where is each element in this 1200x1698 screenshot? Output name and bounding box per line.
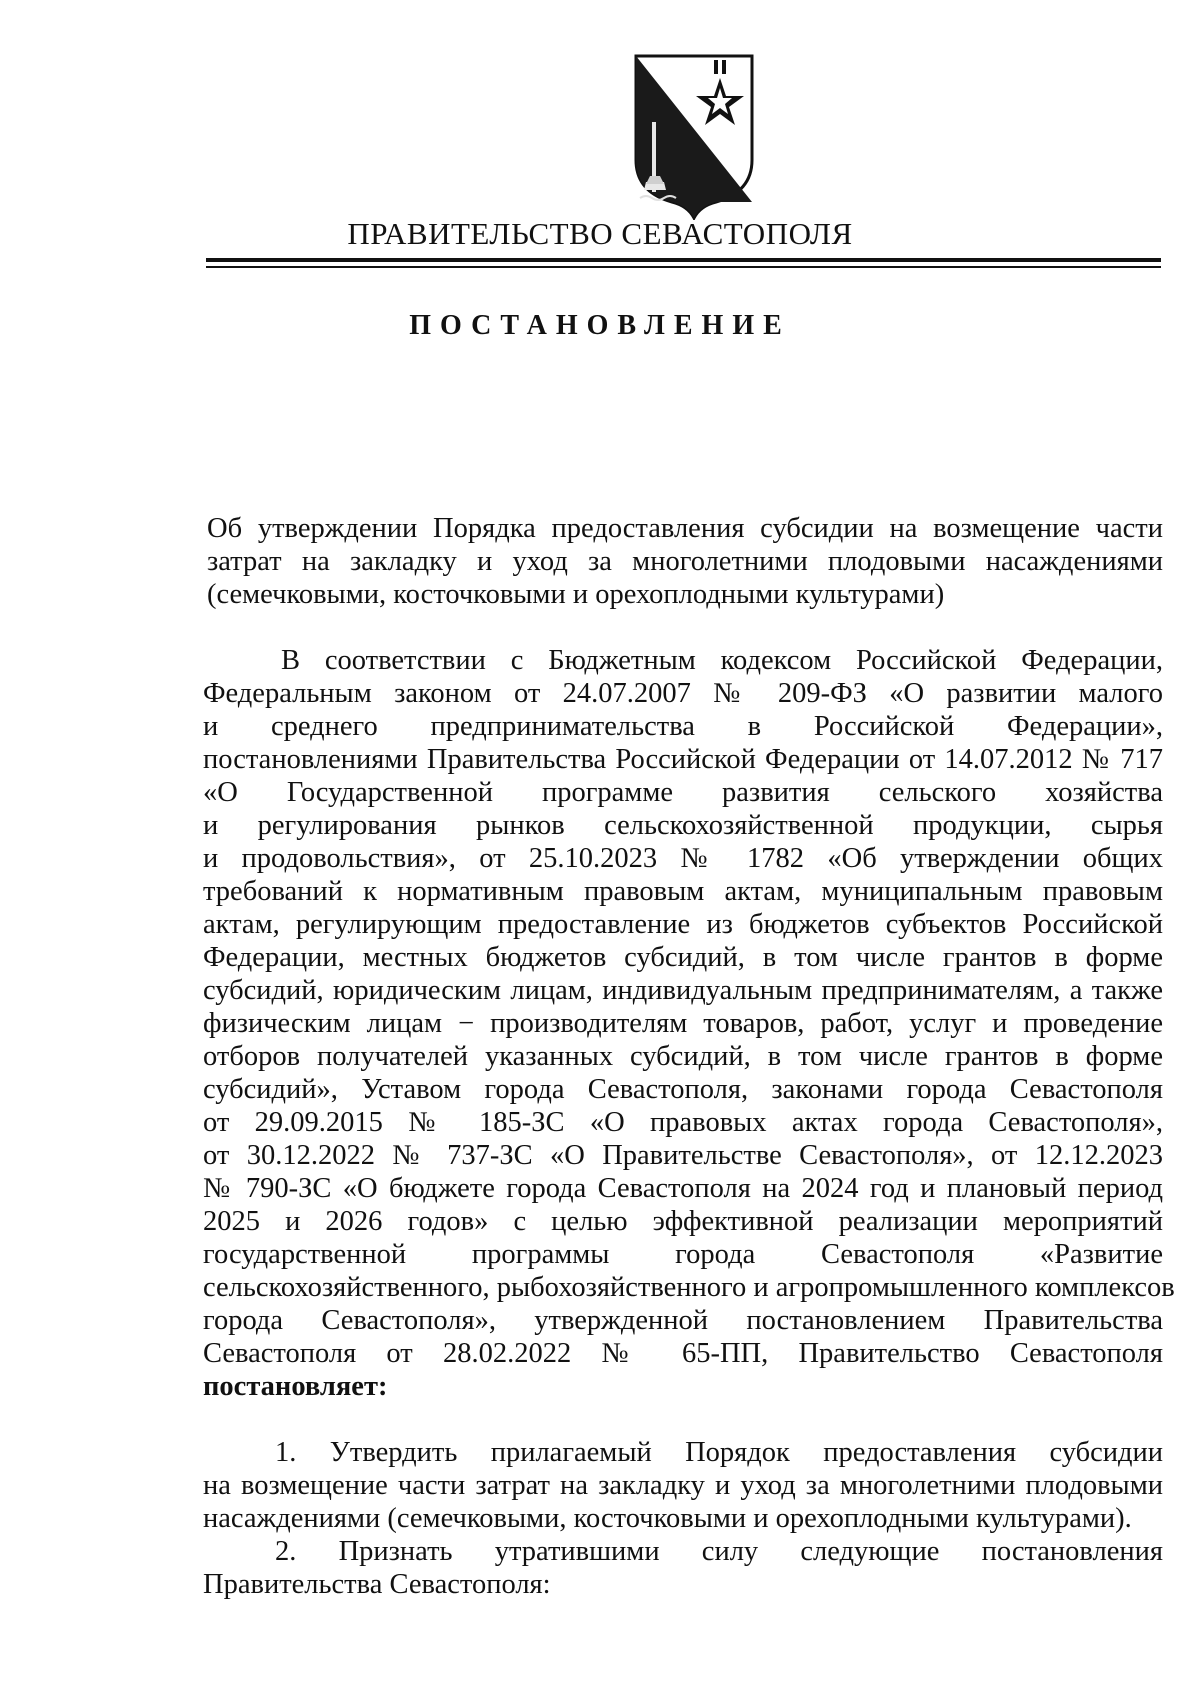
- subject-line: затрат на закладку и уход за многолетними плодовыми насаждениями: [207, 546, 1163, 577]
- document-body: [203, 644, 1175, 1601]
- preamble-line: субсидий, юридическим лицам, индивидуальным предпринимателям, а также: [203, 975, 1163, 1006]
- government-title: ПРАВИТЕЛЬСТВО СЕВАСТОПОЛЯ: [347, 216, 853, 251]
- preamble-line: от 30.12.2022 № 737-ЗС «О Правительстве Севастополя», от 12.12.2023: [203, 1140, 1163, 1171]
- preamble-line: № 790-ЗС «О бюджете города Севастополя на 2024 год и плановый период: [203, 1173, 1163, 1204]
- preamble-line: актам, регулирующим предоставление из бюджетов субъектов Российской: [203, 909, 1163, 940]
- sevastopol-coat-of-arms-emblem: [630, 52, 758, 220]
- header-rule-thick: [206, 258, 1161, 262]
- preamble-line: и среднего предпринимательства в Российской Федерации»,: [203, 711, 1163, 742]
- subject-line: Об утверждении Порядка предоставления субсидии на возмещение части: [207, 513, 1163, 544]
- preamble-line: Федеральным законом от 24.07.2007 № 209-ФЗ «О развитии малого: [203, 678, 1163, 709]
- preamble-line: В соответствии с Бюджетным кодексом Российской Федерации,: [281, 645, 1163, 676]
- preamble-line: субсидий», Уставом города Севастополя, законами города Севастополя: [203, 1074, 1163, 1105]
- preamble-line: Севастополя от 28.02.2022 № 65-ПП, Правительство Севастополя: [203, 1338, 1163, 1369]
- decree-word: постановляет:: [203, 1371, 388, 1402]
- item-2-line: 2. Признать утратившими силу следующие постановления: [275, 1536, 1163, 1567]
- preamble-line: Федерации, местных бюджетов субсидий, в том числе грантов в форме: [203, 942, 1163, 973]
- item-1-line: 1. Утвердить прилагаемый Порядок предоставления субсидии: [275, 1437, 1163, 1468]
- preamble-line: сельскохозяйственного, рыбохозяйственного и агропромышленного комплексов: [203, 1272, 1175, 1303]
- paragraph-spacer: [203, 1403, 1163, 1436]
- document-type-heading: ПОСТАНОВЛЕНИЕ: [409, 310, 791, 341]
- subject-line: (семечковыми, косточковыми и орехоплодными культурами): [207, 579, 945, 610]
- preamble-line: 2025 и 2026 годов» с целью эффективной реализации мероприятий: [203, 1206, 1163, 1237]
- header-rule-thin: [206, 266, 1161, 268]
- preamble-line: и продовольствия», от 25.10.2023 № 1782 «Об утверждении общих: [203, 843, 1163, 874]
- item-2-line: Правительства Севастополя:: [203, 1569, 551, 1600]
- preamble-line: «О Государственной программе развития сельского хозяйства: [203, 777, 1163, 808]
- preamble-paragraph: [203, 644, 1175, 1403]
- preamble-line: отборов получателей указанных субсидий, в том числе грантов в форме: [203, 1041, 1163, 1072]
- document-subject: [207, 512, 1163, 611]
- item-1-paragraph: [203, 1436, 1163, 1535]
- preamble-line: от 29.09.2015 № 185-ЗС «О правовых актах города Севастополя»,: [203, 1107, 1163, 1138]
- preamble-line: города Севастополя», утвержденной постановлением Правительства: [203, 1305, 1163, 1336]
- preamble-line: и регулирования рынков сельскохозяйственной продукции, сырья: [203, 810, 1163, 841]
- preamble-line: постановлениями Правительства Российской Федерации от 14.07.2012 № 717: [203, 744, 1163, 775]
- preamble-line: государственной программы города Севастополя «Развитие: [203, 1239, 1163, 1270]
- item-2-paragraph: [203, 1535, 1163, 1601]
- item-1-line: на возмещение части затрат на закладку и уход за многолетними плодовыми: [203, 1470, 1163, 1501]
- item-1-line: насаждениями (семечковыми, косточковыми и орехоплодными культурами).: [203, 1503, 1132, 1534]
- preamble-line: физическим лицам − производителям товаров, работ, услуг и проведение: [203, 1008, 1163, 1039]
- preamble-line: требований к нормативным правовым актам, муниципальным правовым: [203, 876, 1163, 907]
